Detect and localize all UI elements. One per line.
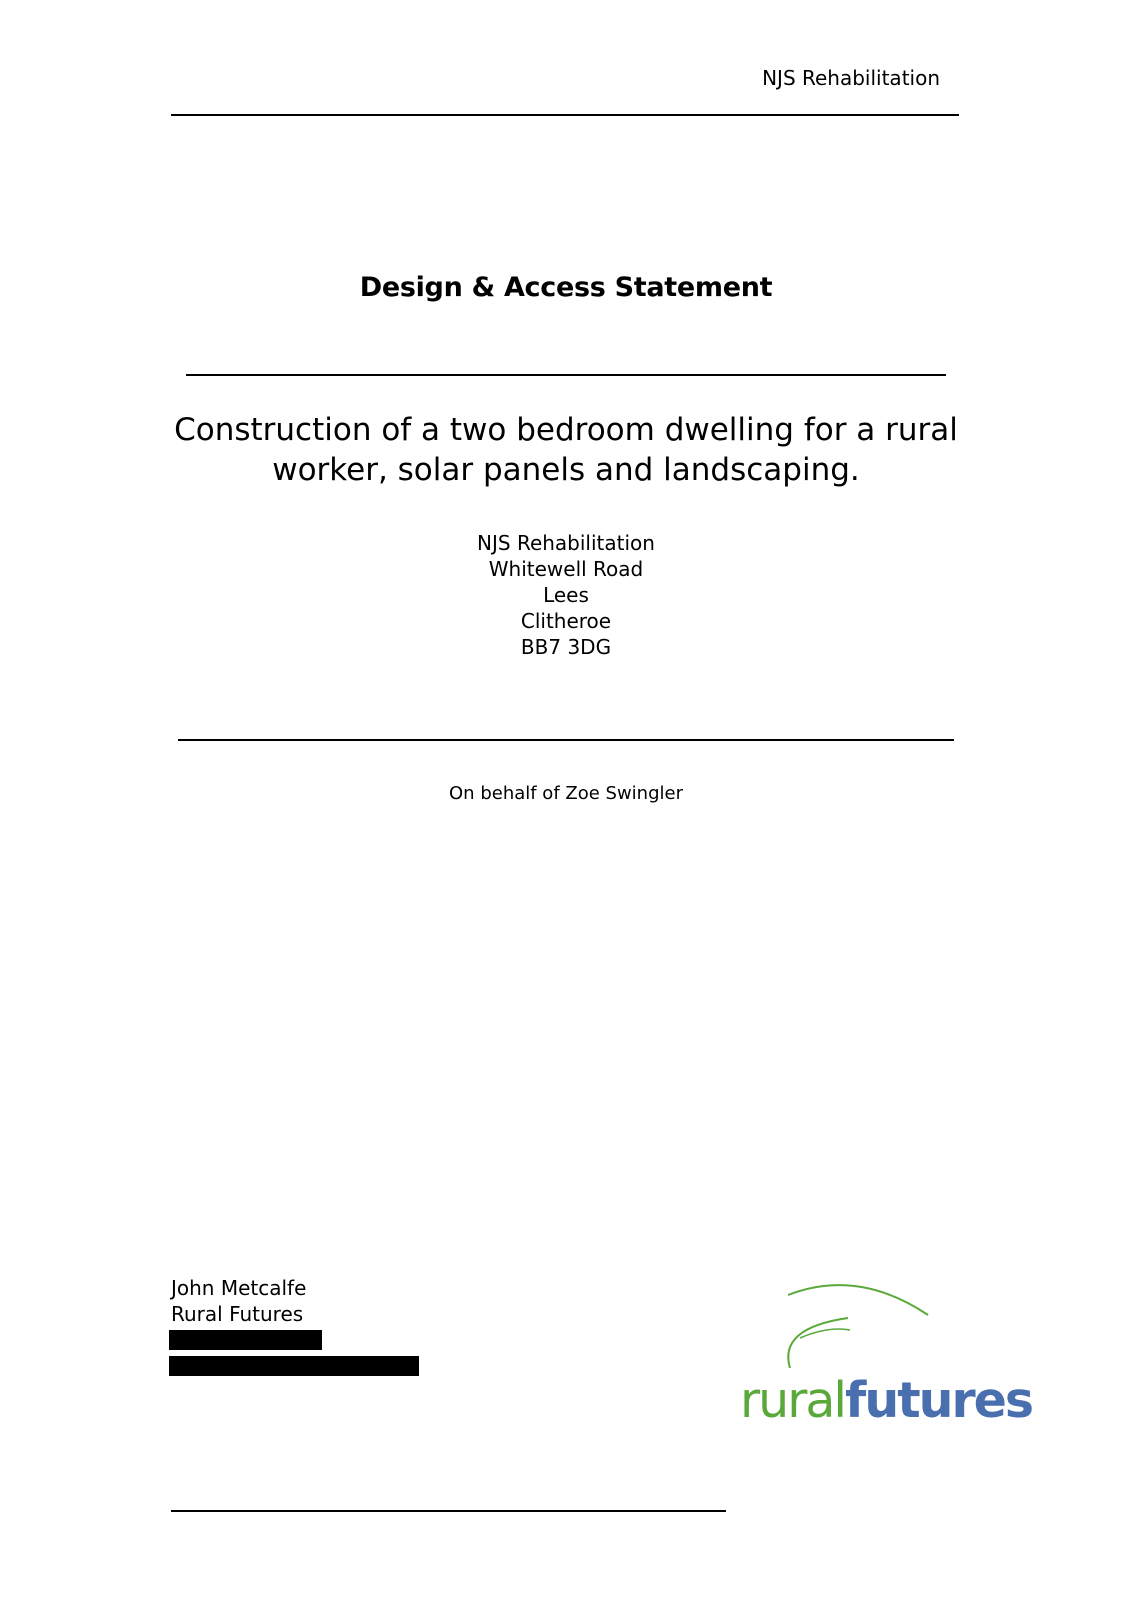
site-address xyxy=(0,530,1132,660)
redaction-bar xyxy=(169,1330,322,1350)
on-behalf-text: On behalf of Zoe Swingler xyxy=(449,783,683,804)
address-line: Clitheroe xyxy=(520,609,612,633)
logo-word-rural: rural xyxy=(740,1372,845,1429)
address-line: Whitewell Road xyxy=(488,557,644,581)
logo-wordmark xyxy=(740,1372,1032,1429)
address-divider xyxy=(178,739,954,741)
document-title: Design & Access Statement xyxy=(359,272,773,303)
author-block xyxy=(171,1275,306,1327)
header-divider xyxy=(171,114,959,116)
title-divider xyxy=(186,374,946,376)
address-line: NJS Rehabilitation xyxy=(477,531,655,555)
logo-word-futures: futures xyxy=(845,1372,1033,1429)
author-company: Rural Futures xyxy=(171,1302,304,1326)
redaction-bar xyxy=(169,1356,419,1376)
header-org: NJS Rehabilitation xyxy=(762,66,940,90)
address-line: Lees xyxy=(543,583,589,607)
footer-divider xyxy=(171,1510,726,1512)
rural-futures-logo xyxy=(738,1280,1033,1430)
address-line: BB7 3DG xyxy=(520,635,612,659)
document-subtitle: Construction of a two bedroom dwelling for a rural worker, solar panels and landscaping. xyxy=(174,412,958,488)
bird-swoosh-icon xyxy=(738,1280,1033,1430)
author-name: John Metcalfe xyxy=(171,1276,307,1300)
